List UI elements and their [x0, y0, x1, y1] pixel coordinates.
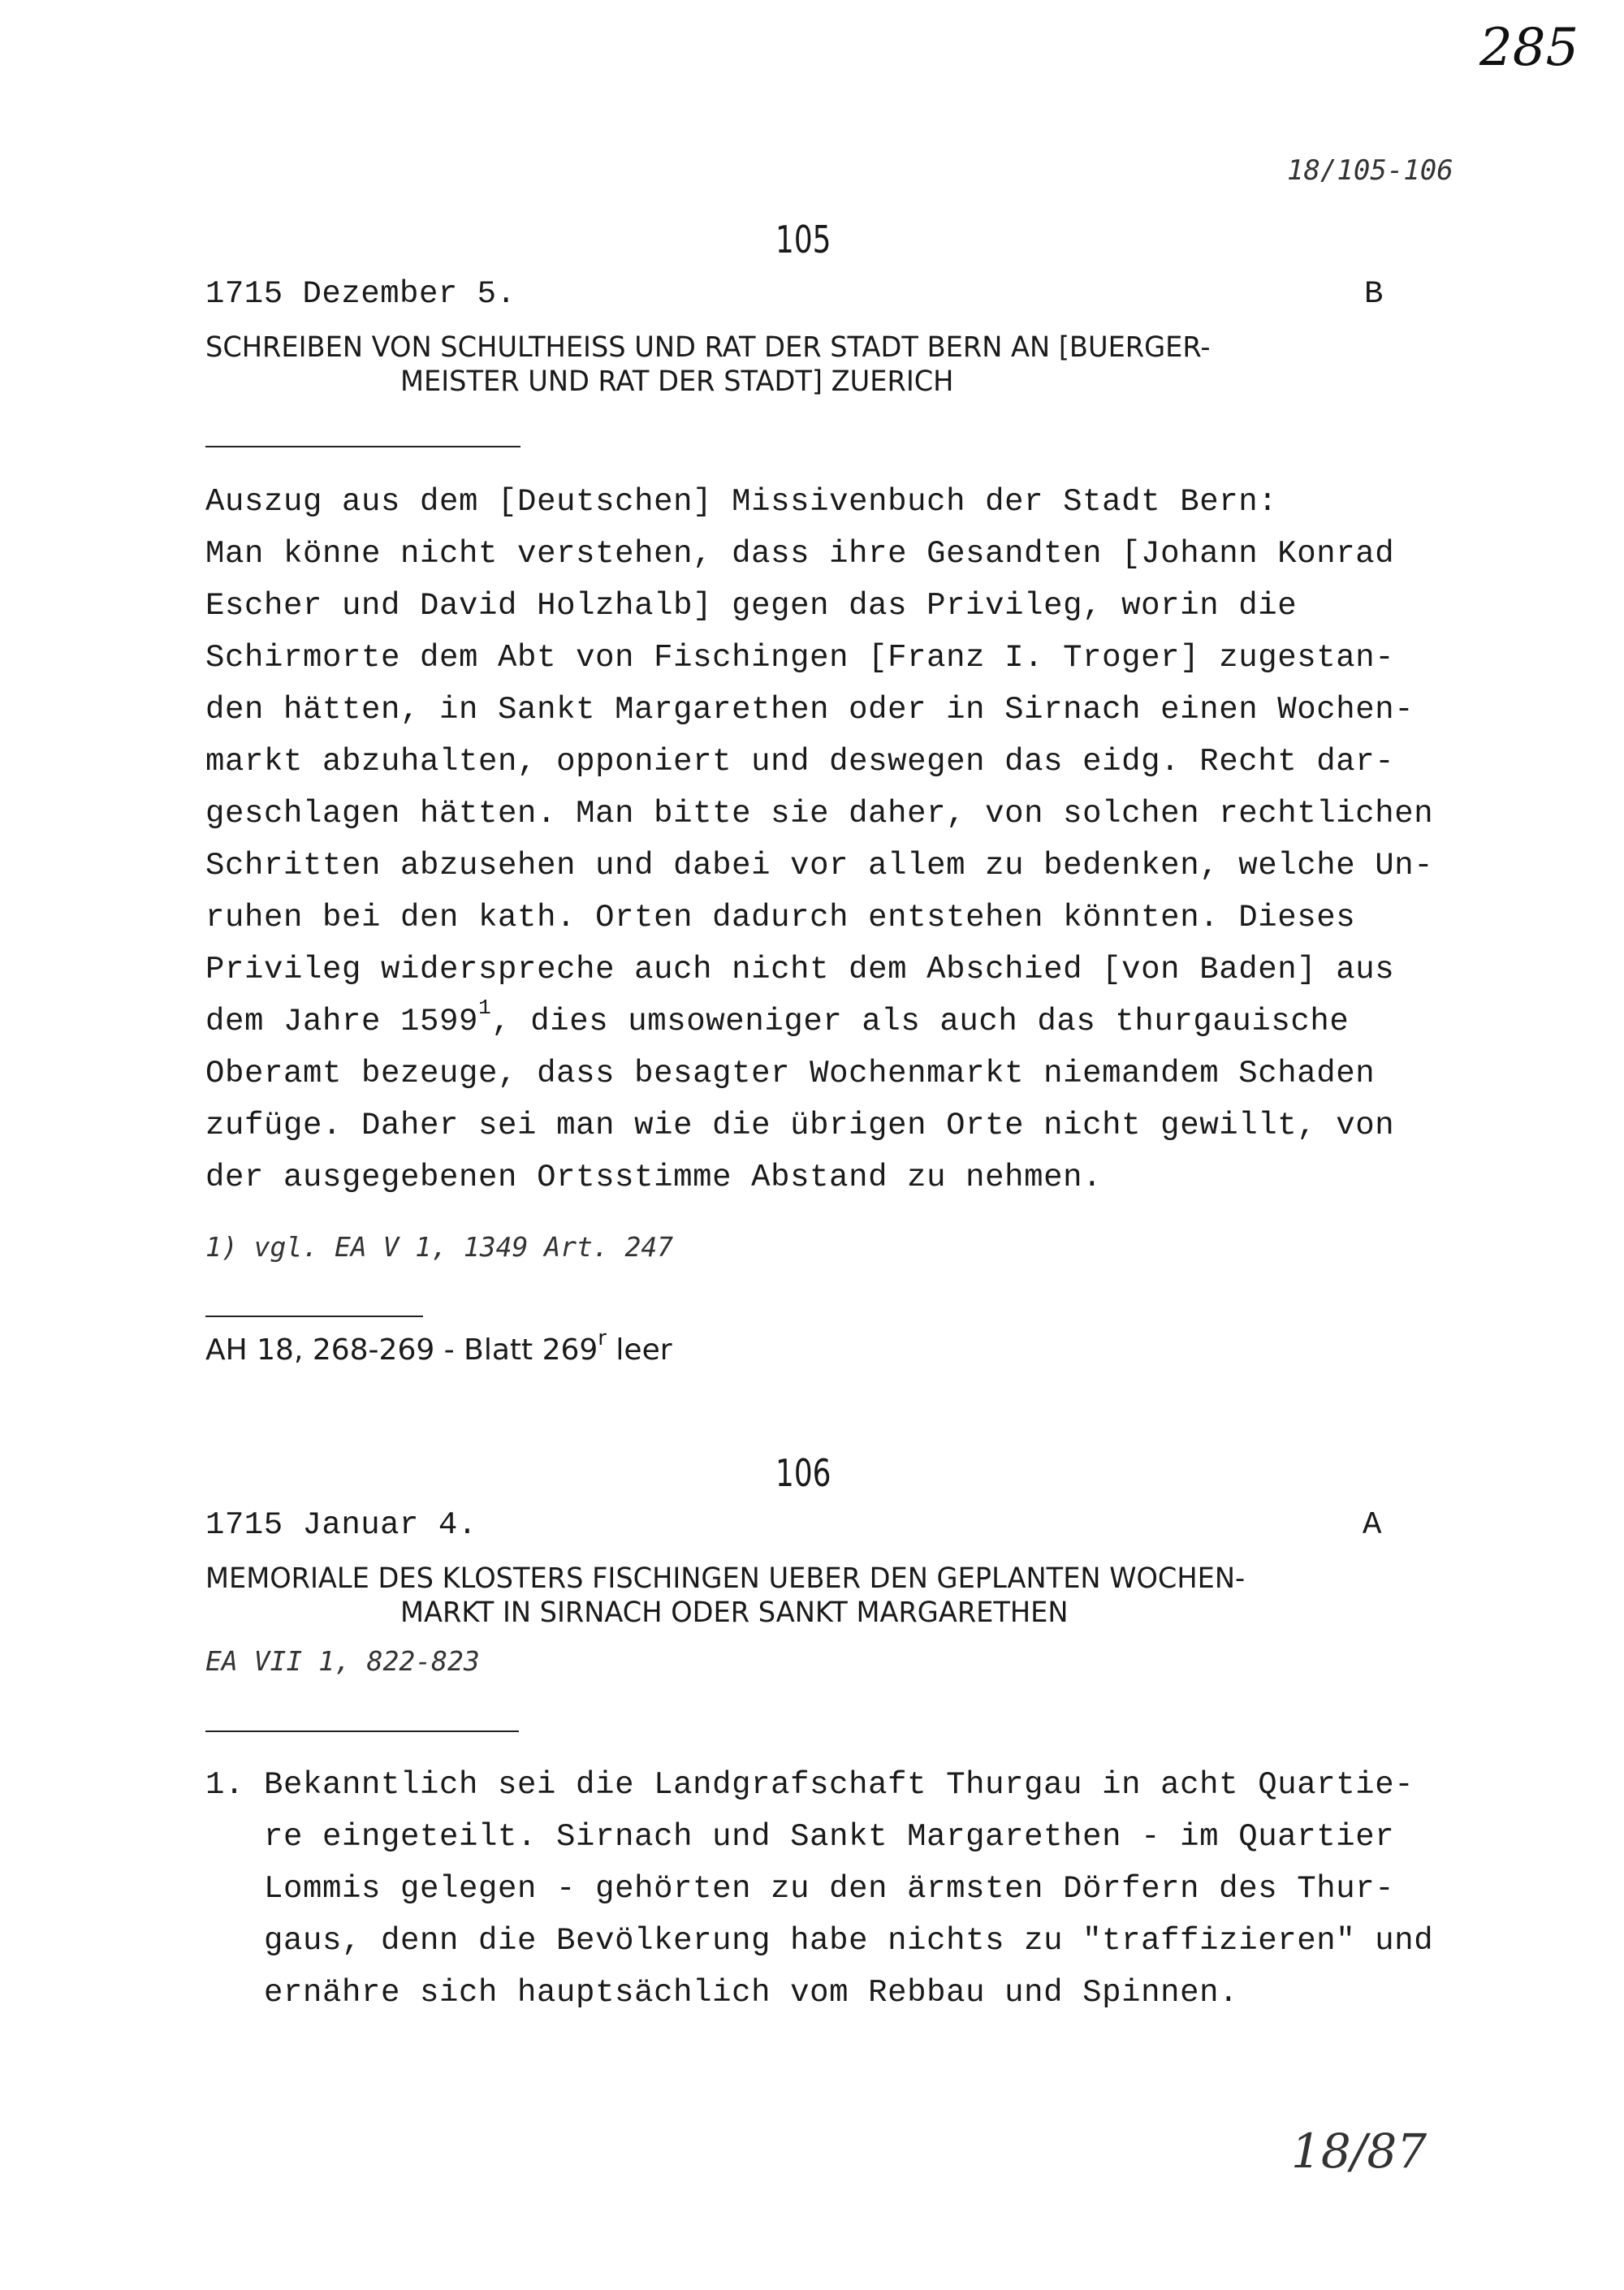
body-line: Oberamt bezeuge, dass besagter Wochenmarkt niemandem Schaden	[205, 1056, 1376, 1091]
section-divider	[205, 1730, 519, 1732]
document-date: 1715 Januar 4.	[205, 1507, 477, 1543]
item-line: gaus, denn die Bevölkerung habe nichts zu "traffizieren" und	[264, 1923, 1434, 1959]
document-title-line-2: MEISTER UND RAT DER STADT] ZUERICH	[400, 365, 954, 398]
footnote-marker: 1	[478, 996, 492, 1020]
document-title-line-1: MEMORIALE DES KLOSTERS FISCHINGEN UEBER DEN GEPLANTEN WOCHEN-	[205, 1562, 1246, 1595]
body-line: Auszug aus dem [Deutschen] Missivenbuch der Stadt Bern:	[205, 484, 1278, 520]
item-line: ernähre sich hauptsächlich vom Rebbau und Spinnen.	[264, 1975, 1239, 2011]
body-line: Escher und David Holzhalb] gegen das Privileg, worin die	[205, 588, 1298, 624]
document-marker: B	[1364, 276, 1384, 312]
source-text: leer	[606, 1333, 672, 1367]
body-text: dem Jahre 1599	[205, 1004, 479, 1039]
body-line: den hätten, in Sankt Margarethen oder in Sirnach einen Wochen-	[205, 692, 1415, 728]
source-divider	[205, 1316, 423, 1317]
document-number-106: 106	[775, 1451, 831, 1495]
body-line: markt abzuhalten, opponiert und deswegen das eidg. Recht dar-	[205, 744, 1395, 780]
document-number-105: 105	[775, 218, 831, 261]
item-line: re eingeteilt. Sirnach und Sankt Margarethen - im Quartier	[264, 1819, 1395, 1855]
source-reference	[205, 1326, 672, 1367]
body-line: Schritten abzusehen und dabei vor allem zu bedenken, welche Un-	[205, 848, 1434, 884]
body-line: Schirmorte dem Abt von Fischingen [Franz I. Troger] zugestan-	[205, 640, 1395, 676]
body-text: , dies umsoweniger als auch das thurgauische	[491, 1004, 1350, 1039]
item-line: Lommis gelegen - gehörten zu den ärmsten Dörfern des Thur-	[264, 1871, 1395, 1907]
section-divider	[205, 446, 520, 447]
body-line: ruhen bei den kath. Orten dadurch entstehen könnten. Dieses	[205, 900, 1356, 935]
body-line: der ausgegebenen Ortsstimme Abstand zu nehmen.	[205, 1160, 1103, 1195]
source-superscript: r	[598, 1326, 607, 1350]
archive-reference: 18/105-106	[1287, 154, 1453, 187]
item-number: 1.	[205, 1767, 244, 1803]
body-line-with-footnote	[205, 996, 1350, 1039]
document-title-line-1: SCHREIBEN VON SCHULTHEISS UND RAT DER STADT BERN AN [BUERGER-	[205, 331, 1211, 364]
body-line: zufüge. Daher sei man wie die übrigen Orte nicht gewillt, von	[205, 1108, 1395, 1143]
body-line: geschlagen hätten. Man bitte sie daher, von solchen rechtlichen	[205, 796, 1434, 832]
handwritten-folio-number: 18/87	[1291, 2124, 1427, 2179]
document-title-line-2: MARKT IN SIRNACH ODER SANKT MARGARETHEN	[400, 1597, 1069, 1629]
edition-reference: EA VII 1, 822-823	[205, 1645, 480, 1677]
footnote: 1) vgl. EA V 1, 1349 Art. 247	[205, 1231, 674, 1263]
document-date: 1715 Dezember 5.	[205, 276, 516, 312]
body-line: Privileg widerspreche auch nicht dem Abschied [von Baden] aus	[205, 952, 1395, 987]
document-marker: A	[1363, 1507, 1382, 1543]
body-line: Man könne nicht verstehen, dass ihre Gesandten [Johann Konrad	[205, 536, 1395, 572]
item-line: Bekanntlich sei die Landgrafschaft Thurgau in acht Quartie-	[264, 1767, 1415, 1803]
handwritten-page-number: 285	[1479, 18, 1579, 78]
source-text: AH 18, 268-269 - Blatt 269	[205, 1333, 598, 1367]
